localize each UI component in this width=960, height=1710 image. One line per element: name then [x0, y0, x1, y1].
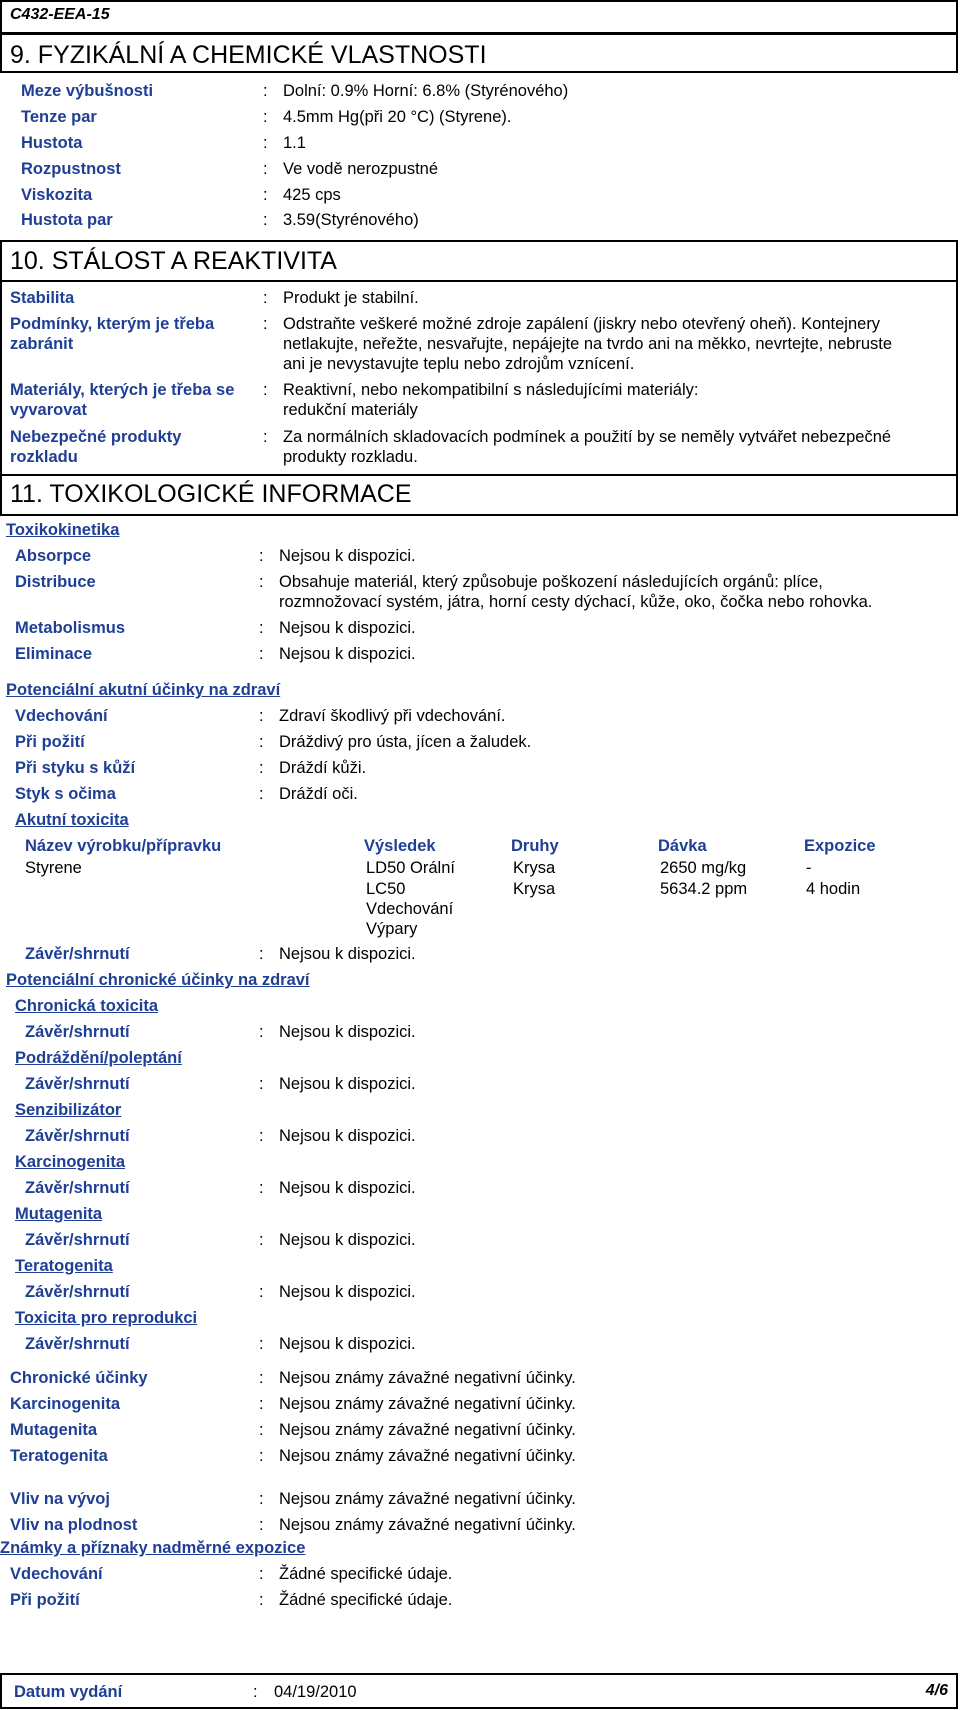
issue-date: 04/19/2010: [274, 1683, 357, 1701]
colon: :: [259, 785, 264, 803]
colon: :: [259, 1127, 264, 1145]
toxicity-dose: 2650 mg/kg: [660, 859, 747, 877]
colon: :: [263, 108, 268, 126]
property-label: Meze výbušnosti: [21, 82, 154, 100]
symptom-label: Při požití: [10, 1591, 80, 1609]
colon: :: [259, 1591, 264, 1609]
colon: :: [263, 211, 268, 229]
toxicity-dose: 5634.2 ppm: [660, 880, 748, 898]
symptom-value: Žádné specifické údaje.: [279, 1591, 453, 1609]
property-value: 425 cps: [283, 186, 341, 204]
symptoms-header: Známky a příznaky nadměrné expozice: [0, 1539, 306, 1557]
stability-value: produkty rozkladu.: [283, 448, 418, 466]
chronic-group-title: Teratogenita: [15, 1257, 113, 1275]
colon: :: [259, 547, 264, 565]
acute-toxicity-header: Akutní toxicita: [15, 811, 129, 829]
effect-label: Teratogenita: [10, 1447, 108, 1465]
symptom-value: Žádné specifické údaje.: [279, 1565, 453, 1583]
chronic-effects-header: Potenciální chronické účinky na zdraví: [6, 971, 310, 989]
section-10-frame-right: [956, 281, 958, 476]
table-column-header: Expozice: [804, 837, 876, 855]
conclusion-value: Nejsou k dispozici.: [279, 1335, 416, 1353]
toxicokinetics-label: Metabolismus: [15, 619, 126, 637]
conclusion-label: Závěr/shrnutí: [25, 1127, 130, 1145]
colon: :: [259, 733, 264, 751]
colon: :: [259, 707, 264, 725]
effect-value: Nejsou známy závažné negativní účinky.: [279, 1369, 576, 1387]
colon: :: [259, 1516, 264, 1534]
effect-label: Mutagenita: [10, 1421, 98, 1439]
colon: :: [259, 1283, 264, 1301]
stability-value: Produkt je stabilní.: [283, 289, 419, 307]
conclusion-label: Závěr/shrnutí: [25, 1075, 130, 1093]
toxicokinetics-value: Nejsou k dispozici.: [279, 619, 416, 637]
toxicity-species: Krysa: [513, 859, 556, 877]
colon: :: [259, 759, 264, 777]
colon: :: [253, 1683, 258, 1701]
colon: :: [259, 1447, 264, 1465]
conclusion-value: Nejsou k dispozici.: [279, 1023, 416, 1041]
stability-value: Reaktivní, nebo nekompatibilní s následujícími materiály:: [283, 381, 699, 399]
toxikokinetika-header: Toxikokinetika: [6, 521, 120, 539]
colon: :: [259, 1075, 264, 1093]
toxicokinetics-value: Obsahuje materiál, který způsobuje poškození následujících orgánů: plíce,: [279, 573, 823, 591]
property-value: Dolní: 0.9% Horní: 6.8% (Styrénového): [283, 82, 569, 100]
acute-effect-value: Zdraví škodlivý při vdechování.: [279, 707, 506, 725]
conclusion-label: Závěr/shrnutí: [25, 1335, 130, 1353]
effect-value: Nejsou známy závažné negativní účinky.: [279, 1516, 576, 1534]
toxicity-result: Vdechování: [366, 900, 454, 918]
acute-effect-label: Styk s očima: [15, 785, 116, 803]
colon: :: [259, 1231, 264, 1249]
chronic-group-title: Mutagenita: [15, 1205, 103, 1223]
effect-value: Nejsou známy závažné negativní účinky.: [279, 1395, 576, 1413]
conclusion-label: Závěr/shrnutí: [25, 1023, 130, 1041]
acute-effect-label: Při styku s kůží: [15, 759, 136, 777]
toxicokinetics-label: Absorpce: [15, 547, 92, 565]
toxicokinetics-value: Nejsou k dispozici.: [279, 645, 416, 663]
property-value: 3.59(Styrénového): [283, 211, 419, 229]
toxicokinetics-label: Distribuce: [15, 573, 96, 591]
acute-effect-value: Dráždí oči.: [279, 785, 358, 803]
property-value: Ve vodě nerozpustné: [283, 160, 439, 178]
effect-label: Chronické účinky: [10, 1369, 148, 1387]
toxicity-species: Krysa: [513, 880, 556, 898]
colon: :: [263, 315, 268, 333]
acute-effect-value: Dráždí kůži.: [279, 759, 367, 777]
colon: :: [259, 1335, 264, 1353]
colon: :: [263, 289, 268, 307]
page-number: 4/6: [925, 1682, 948, 1699]
stability-label: Materiály, kterých je třeba se: [10, 381, 235, 399]
colon: :: [259, 1421, 264, 1439]
acute-effect-label: Při požití: [15, 733, 85, 751]
colon: :: [259, 1179, 264, 1197]
conclusion-value: Nejsou k dispozici.: [279, 1127, 416, 1145]
stability-label: Stabilita: [10, 289, 75, 307]
toxicity-result: Výpary: [366, 920, 418, 938]
issue-date-label: Datum vydání: [14, 1683, 123, 1701]
product-name: Styrene: [25, 859, 82, 877]
chronic-group-title: Karcinogenita: [15, 1153, 126, 1171]
property-label: Hustota: [21, 134, 83, 152]
chronic-group-title: Toxicita pro reprodukci: [15, 1309, 198, 1327]
effect-label: Vliv na plodnost: [10, 1516, 138, 1534]
colon: :: [259, 573, 264, 591]
effect-value: Nejsou známy závažné negativní účinky.: [279, 1421, 576, 1439]
chronic-group-title: Senzibilizátor: [15, 1101, 122, 1119]
conclusion-value: Nejsou k dispozici.: [279, 945, 416, 963]
symptom-label: Vdechování: [10, 1565, 103, 1583]
section-9-title: 9. FYZIKÁLNÍ A CHEMICKÉ VLASTNOSTI: [10, 41, 487, 69]
toxicity-exposure: 4 hodin: [806, 880, 861, 898]
acute-effect-label: Vdechování: [15, 707, 108, 725]
header-box: [0, 0, 958, 34]
stability-label: zabránit: [10, 335, 74, 353]
colon: :: [263, 82, 268, 100]
conclusion-value: Nejsou k dispozici.: [279, 1283, 416, 1301]
table-column-header: Dávka: [658, 837, 707, 855]
section-10-title: 10. STÁLOST A REAKTIVITA: [10, 247, 337, 275]
property-label: Viskozita: [21, 186, 93, 204]
chronic-group-title: Chronická toxicita: [15, 997, 159, 1015]
colon: :: [259, 645, 264, 663]
property-label: Tenze par: [21, 108, 97, 126]
footer-box: [0, 1673, 958, 1709]
section-11-title: 11. TOXIKOLOGICKÉ INFORMACE: [10, 480, 412, 508]
colon: :: [259, 1023, 264, 1041]
conclusion-label: Závěr/shrnutí: [25, 1179, 130, 1197]
conclusion-label: Závěr/shrnutí: [25, 1283, 130, 1301]
property-value: 4.5mm Hg(při 20 °C) (Styrene).: [283, 108, 512, 126]
toxicokinetics-label: Eliminace: [15, 645, 93, 663]
colon: :: [263, 428, 268, 446]
acute-effect-value: Dráždivý pro ústa, jícen a žaludek.: [279, 733, 532, 751]
acute-effects-header: Potenciální akutní účinky na zdraví: [6, 681, 281, 699]
colon: :: [259, 1395, 264, 1413]
stability-value: netlakujte, neřežte, nesvařujte, nepájejte na tvrdo ani na měkko, nevrtejte, nebruste: [283, 335, 893, 353]
conclusion-label: Závěr/shrnutí: [25, 945, 130, 963]
effect-value: Nejsou známy závažné negativní účinky.: [279, 1447, 576, 1465]
chronic-group-title: Podráždění/poleptání: [15, 1049, 182, 1067]
colon: :: [259, 945, 264, 963]
stability-value: redukční materiály: [283, 401, 418, 419]
conclusion-value: Nejsou k dispozici.: [279, 1179, 416, 1197]
colon: :: [263, 186, 268, 204]
property-label: Rozpustnost: [21, 160, 121, 178]
colon: :: [259, 1369, 264, 1387]
stability-label: vyvarovat: [10, 401, 88, 419]
doc-id: C432-EEA-15: [10, 6, 110, 23]
table-column-header: Výsledek: [364, 837, 436, 855]
colon: :: [259, 1490, 264, 1508]
colon: :: [263, 134, 268, 152]
stability-value: Odstraňte veškeré možné zdroje zapálení (jiskry nebo otevřený oheň). Kontejnery: [283, 315, 881, 333]
table-column-header: Druhy: [511, 837, 559, 855]
conclusion-value: Nejsou k dispozici.: [279, 1231, 416, 1249]
colon: :: [259, 1565, 264, 1583]
toxicity-result: LD50 Orální: [366, 859, 455, 877]
toxicity-exposure: -: [806, 859, 812, 877]
stability-value: ani je nevystavujte teplu nebo zdrojům vznícení.: [283, 355, 635, 373]
stability-label: rozkladu: [10, 448, 78, 466]
colon: :: [263, 381, 268, 399]
effect-label: Vliv na vývoj: [10, 1490, 110, 1508]
stability-value: Za normálních skladovacích podmínek a použití by se neměly vytvářet nebezpečné: [283, 428, 892, 446]
table-column-header: Název výrobku/přípravku: [25, 837, 222, 855]
effect-value: Nejsou známy závažné negativní účinky.: [279, 1490, 576, 1508]
section-10-frame: [0, 281, 2, 476]
effect-label: Karcinogenita: [10, 1395, 121, 1413]
conclusion-label: Závěr/shrnutí: [25, 1231, 130, 1249]
colon: :: [259, 619, 264, 637]
property-value: 1.1: [283, 134, 306, 152]
toxicokinetics-value: Nejsou k dispozici.: [279, 547, 416, 565]
conclusion-value: Nejsou k dispozici.: [279, 1075, 416, 1093]
stability-label: Podmínky, kterým je třeba: [10, 315, 215, 333]
colon: :: [263, 160, 268, 178]
toxicity-result: LC50: [366, 880, 406, 898]
property-label: Hustota par: [21, 211, 113, 229]
toxicokinetics-value: rozmnožovací systém, játra, horní cesty dýchací, kůže, oko, čočka nebo rohovka.: [279, 593, 873, 611]
stability-label: Nebezpečné produkty: [10, 428, 182, 446]
